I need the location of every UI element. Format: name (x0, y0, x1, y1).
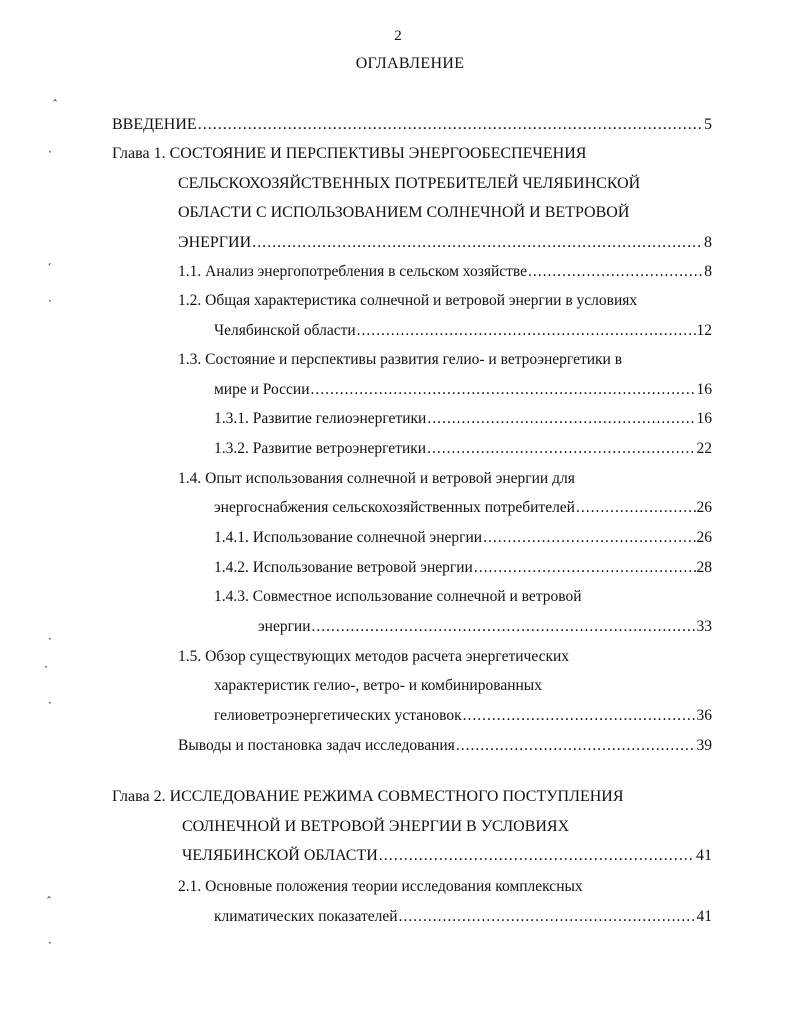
entry-text: Выводы и постановка задач исследования (178, 737, 455, 754)
entry-page: 26 (696, 529, 712, 546)
entry-text: 1.4.1. Использование солнечной энергии (214, 529, 483, 546)
entry-page: 28 (696, 559, 712, 576)
entry-text: 1.1. Анализ энергопотребления в сельском хозяйстве (178, 263, 528, 280)
toc-entry-1-2-end[interactable] (214, 320, 712, 342)
entry-page: 16 (696, 381, 712, 398)
toc-entry-1-3-2[interactable] (214, 438, 712, 460)
leader-dots (474, 557, 696, 579)
entry-text: 1.3.1. Развитие гелиоэнергетики (214, 410, 427, 427)
entry-page: 33 (696, 618, 712, 635)
entry-text: 1.5. Обзор существующих методов расчета энергетических (178, 648, 570, 665)
scan-mark: · (48, 936, 52, 950)
toc-entry-1-5[interactable] (178, 646, 569, 668)
entry-text: СОЛНЕЧНОЙ И ВЕТРОВОЙ ЭНЕРГИИ В УСЛОВИЯХ (182, 818, 570, 835)
leader-dots (312, 616, 696, 638)
entry-page: 5 (704, 116, 712, 133)
entry-text: ЧЕЛЯБИНСКОЙ ОБЛАСТИ (182, 847, 378, 864)
scan-mark: ˊ (46, 262, 52, 276)
entry-text: 1.4.3. Совместное использование солнечной и ветровой (214, 588, 582, 605)
entry-text: 1.3.2. Развитие ветроэнергетики (214, 440, 427, 457)
toc-entry-1-4[interactable] (178, 468, 575, 490)
entry-text: 1.2. Общая характеристика солнечной и ветровой энергии в условиях (178, 292, 638, 309)
leader-dots (252, 232, 703, 254)
toc-entry-1-5-end[interactable] (214, 705, 712, 727)
toc-entry-2-1-end[interactable] (214, 906, 712, 928)
toc-entry-1-4-3-end[interactable] (258, 616, 712, 638)
toc-entry-1-3-1[interactable] (214, 408, 712, 430)
toc-entry-chapter-1-cont (178, 202, 629, 224)
toc-entry-1-4-1[interactable] (214, 527, 712, 549)
toc-entry-1-4-3[interactable] (214, 586, 582, 608)
entry-page: 16 (696, 410, 712, 427)
entry-text: 1.3. Состояние и перспективы развития гелио- и ветроэнергетики в (178, 351, 623, 368)
entry-text: климатических показателей (214, 908, 398, 925)
entry-page: 41 (696, 847, 712, 864)
entry-page: 8 (704, 263, 712, 280)
toc-entry-chapter-1[interactable] (112, 143, 586, 165)
entry-page: 12 (696, 322, 712, 339)
leader-dots (357, 320, 696, 342)
entry-text: ВВЕДЕНИЕ (112, 116, 197, 133)
leader-dots (311, 379, 696, 401)
entry-text: энергоснабжения сельскохозяйственных потребителей (214, 499, 575, 516)
toc-entry-1-3-end[interactable] (214, 379, 712, 401)
toc-entry-chapter-2-end[interactable] (182, 845, 712, 867)
entry-text: ЭНЕРГИИ (178, 234, 252, 251)
scan-mark: ˆ (52, 98, 58, 112)
leader-dots (427, 408, 695, 430)
entry-text: СЕЛЬСКОХОЗЯЙСТВЕННЫХ ПОТРЕБИТЕЛЕЙ ЧЕЛЯБИНСКОЙ (178, 175, 641, 192)
entry-page: 22 (696, 440, 712, 457)
entry-text: 2.1. Основные положения теории исследования комплексных (178, 878, 583, 895)
entry-text: мире и России (214, 381, 310, 398)
toc-entry-chapter-2-cont (182, 816, 569, 838)
toc-entry-1-5-cont (214, 675, 542, 697)
entry-page: 41 (696, 908, 712, 925)
toc-title: ОГЛАВЛЕНИЕ (355, 55, 465, 72)
toc-entry-chapter-1-cont (178, 173, 640, 195)
entry-text: Челябинской области (214, 322, 356, 339)
entry-text: гелиоветроэнергетических установок (214, 707, 462, 724)
scan-mark: · (48, 696, 52, 710)
toc-entry-1-2[interactable] (178, 290, 637, 312)
entry-text: характеристик гелио-, ветро- и комбинированных (214, 677, 542, 694)
toc-entry-chapter-2[interactable] (112, 786, 624, 808)
scan-mark: · (48, 294, 52, 308)
scan-mark: · (48, 145, 52, 159)
scan-mark: ˆ (46, 895, 52, 909)
entry-page: 8 (704, 234, 712, 251)
leader-dots (456, 735, 696, 757)
leader-dots (576, 497, 696, 519)
toc-entry-introduction[interactable] (112, 114, 712, 136)
toc-entry-1-4-end[interactable] (214, 497, 712, 519)
toc-entry-1-4-2[interactable] (214, 557, 712, 579)
leader-dots (379, 845, 695, 867)
scan-mark: · (44, 660, 48, 674)
entry-page: 36 (696, 707, 712, 724)
leader-dots (399, 906, 696, 928)
page-number: 2 (394, 28, 402, 44)
toc-entry-chapter-1-end[interactable] (178, 232, 712, 254)
entry-text: Глава 1. СОСТОЯНИЕ И ПЕРСПЕКТИВЫ ЭНЕРГООБЕСПЕЧЕНИЯ (112, 145, 587, 162)
scan-mark: · (48, 632, 52, 646)
leader-dots (463, 705, 696, 727)
leader-dots (528, 261, 703, 283)
entry-page: 26 (696, 499, 712, 516)
toc-entry-2-1[interactable] (178, 876, 583, 898)
toc-entry-1-1[interactable] (178, 261, 712, 283)
leader-dots (427, 438, 695, 460)
entry-text: 1.4.2. Использование ветровой энергии (214, 559, 473, 576)
entry-text: Глава 2. ИССЛЕДОВАНИЕ РЕЖИМА СОВМЕСТНОГО ПОСТУПЛЕНИЯ (112, 788, 624, 805)
entry-text: ОБЛАСТИ С ИСПОЛЬЗОВАНИЕМ СОЛНЕЧНОЙ И ВЕТРОВОЙ (178, 204, 630, 221)
toc-entry-conclusions[interactable] (178, 735, 712, 757)
entry-page: 39 (696, 737, 712, 754)
entry-text: 1.4. Опыт использования солнечной и ветровой энергии для (178, 470, 575, 487)
toc-entry-1-3[interactable] (178, 349, 622, 371)
leader-dots (483, 527, 695, 549)
leader-dots (198, 114, 703, 136)
entry-text: энергии (258, 618, 311, 635)
